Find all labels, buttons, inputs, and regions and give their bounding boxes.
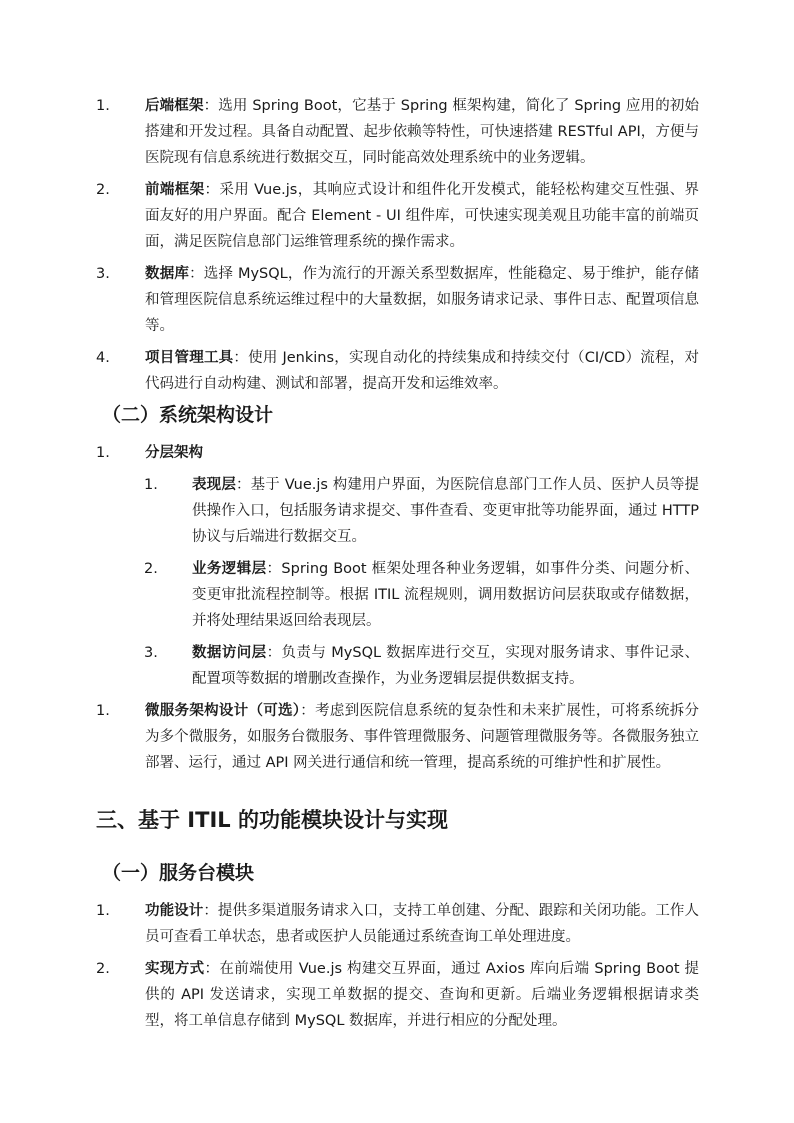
item-lead: 数据访问层 bbox=[192, 645, 267, 661]
list-number: 1. bbox=[96, 903, 110, 919]
item-text: ：考虑到医院信息系统的复杂性和未来扩展性，可将系统拆分为多个微服务，如服务台微服务、事件管理微服务、问题管理微服务等。各微服务独立部署、运行，通过 API 网关进行通信和统一管理，提高系统的可维护性和扩展性。 bbox=[145, 703, 699, 771]
sub-list-item bbox=[0, 556, 794, 634]
item-text: ：基于 Vue.js 构建用户界面，为医院信息部门工作人员、医护人员等提供操作入口，包括服务请求提交、事件查看、变更审批等功能界面，通过 HTTP 协议与后端进行数据交互。 bbox=[192, 477, 699, 545]
list-item-body bbox=[192, 556, 699, 634]
item-text: ：负责与 MySQL 数据库进行交互，实现对服务请求、事件记录、配置项等数据的增删改查操作，为业务逻辑层提供数据支持。 bbox=[192, 645, 699, 687]
item-lead: 实现方式 bbox=[145, 961, 205, 977]
item-lead: 表现层 bbox=[192, 477, 236, 493]
item-lead: 项目管理工具 bbox=[145, 350, 234, 366]
list-item bbox=[0, 345, 794, 397]
list-item-body bbox=[145, 93, 699, 171]
list-item bbox=[0, 261, 794, 339]
sub-list-item bbox=[0, 640, 794, 692]
section-heading: （二）系统架构设计 bbox=[102, 404, 274, 426]
list-item bbox=[0, 177, 794, 255]
chapter-heading: 三、基于 ITIL 的功能模块设计与实现 bbox=[96, 808, 448, 832]
item-text: ：在前端使用 Vue.js 构建交互界面，通过 Axios 库向后端 Spring Boot 提供的 API 发送请求，实现工单数据的提交、查询和更新。后端业务逻辑根据请求类型，将工单信息存储到 MySQL 数据库，并进行相应的分配处理。 bbox=[145, 961, 700, 1029]
list-number: 1. bbox=[96, 445, 110, 461]
item-lead: 微服务架构设计（可选） bbox=[145, 703, 301, 719]
item-text: ：提供多渠道服务请求入口，支持工单创建、分配、跟踪和关闭功能。工作人员可查看工单状态，患者或医护人员能通过系统查询工单处理进度。 bbox=[145, 903, 700, 945]
item-lead: 业务逻辑层 bbox=[192, 561, 267, 577]
list-item bbox=[0, 698, 794, 776]
list-number: 1. bbox=[96, 703, 110, 719]
list-number: 1. bbox=[96, 98, 110, 114]
tech-stack-list bbox=[0, 93, 794, 403]
item-text: ：采用 Vue.js，其响应式设计和组件化开发模式，能轻松构建交互性强、界面友好的用户界面。配合 Element - UI 组件库，可快速实现美观且功能丰富的前端页面，满足医院信息部门运维管理系统的操作需求。 bbox=[145, 182, 699, 250]
list-item-body bbox=[145, 956, 699, 1034]
item-text: ：使用 Jenkins，实现自动化的持续集成和持续交付（CI/CD）流程，对代码进行自动构建、测试和部署，提高开发和运维效率。 bbox=[145, 350, 700, 392]
item-text: ：Spring Boot 框架处理各种业务逻辑，如事件分类、问题分析、变更审批流程控制等。根据 ITIL 流程规则，调用数据访问层获取或存储数据，并将处理结果返回给表现层。 bbox=[192, 561, 700, 629]
item-lead: 前端框架 bbox=[145, 182, 205, 198]
list-item bbox=[0, 440, 794, 466]
list-item-body bbox=[192, 472, 699, 550]
list-item-body bbox=[145, 345, 699, 397]
list-item-body bbox=[145, 177, 699, 255]
sub-list-item bbox=[0, 472, 794, 550]
list-item bbox=[0, 956, 794, 1034]
list-item-body bbox=[145, 898, 699, 950]
item-lead: 功能设计 bbox=[145, 903, 204, 919]
list-number: 1. bbox=[144, 477, 158, 493]
architecture-section bbox=[0, 400, 794, 782]
item-lead: 数据库 bbox=[145, 266, 190, 282]
list-number: 3. bbox=[96, 266, 110, 282]
list-number: 2. bbox=[96, 961, 110, 977]
list-number: 3. bbox=[144, 645, 158, 661]
itil-module-section bbox=[0, 804, 794, 1040]
list-item-body bbox=[192, 640, 699, 692]
list-item-body bbox=[145, 698, 699, 776]
list-number: 2. bbox=[96, 182, 110, 198]
list-item bbox=[0, 898, 794, 950]
list-item-body bbox=[145, 440, 699, 466]
section-heading: （一）服务台模块 bbox=[102, 862, 255, 884]
item-lead: 后端框架 bbox=[145, 98, 204, 114]
item-text: ：选择 MySQL，作为流行的开源关系型数据库，性能稳定、易于维护，能存储和管理医院信息系统运维过程中的大量数据，如服务请求记录、事件日志、配置项信息等。 bbox=[145, 266, 700, 334]
list-item-body bbox=[145, 261, 699, 339]
list-number: 2. bbox=[144, 561, 158, 577]
list-item bbox=[0, 93, 794, 171]
item-lead: 分层架构 bbox=[145, 445, 203, 461]
item-text: ：选用 Spring Boot，它基于 Spring 框架构建，简化了 Spring 应用的初始搭建和开发过程。具备自动配置、起步依赖等特性，可快速搭建 RESTful API，方便与医院现有信息系统进行数据交互，同时能高效处理系统中的业务逻辑。 bbox=[145, 98, 700, 166]
list-number: 4. bbox=[96, 350, 110, 366]
